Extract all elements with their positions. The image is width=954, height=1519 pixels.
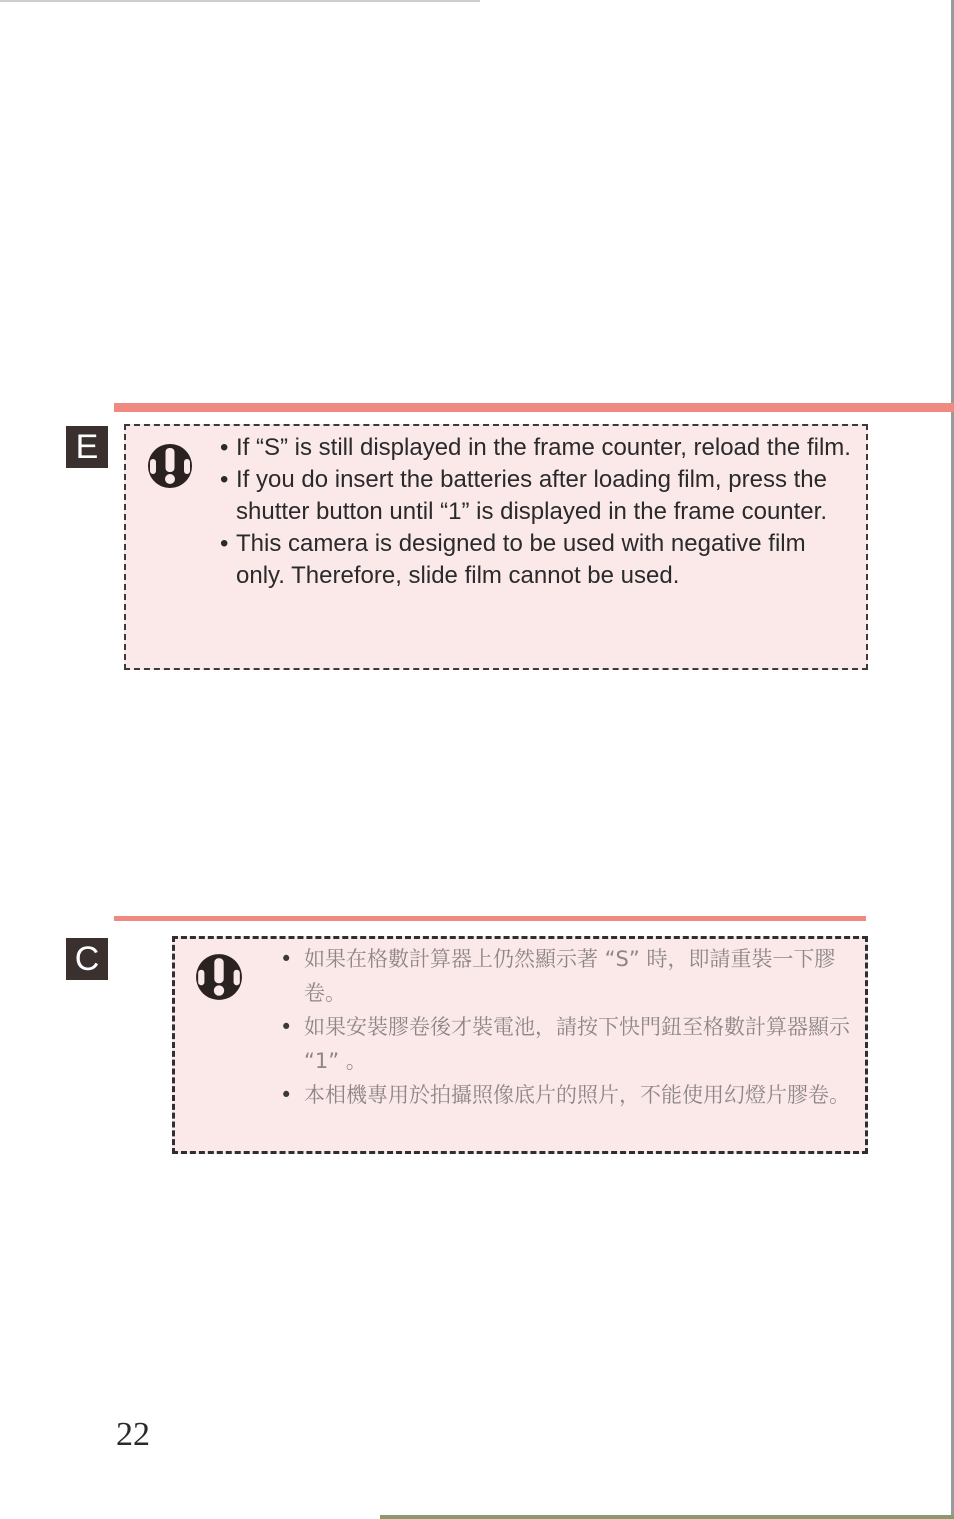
caution-text: 如果安裝膠卷後才裝電池，請按下快門鈕至格數計算器顯示 “1” 。 (304, 1015, 850, 1073)
page-number: 22 (116, 1416, 150, 1453)
caution-text: 本相機專用於拍攝照像底片的照片，不能使用幻燈片膠卷。 (304, 1083, 850, 1107)
list-item: • This camera is designed to be used with negative film only. Therefore, slide film cannot be used. (220, 530, 806, 589)
list-item: • If you do insert the batteries after loading film, press the shutter button until “1” is displayed in the frame counter. (220, 466, 827, 525)
caution-list-chinese (280, 942, 856, 1112)
caution-text: This camera is designed to be used with negative film only. Therefore, slide film cannot be used. (236, 530, 806, 589)
list-item: • 如果在格數計算器上仍然顯示著 “S” 時，即請重裝一下膠卷。 (280, 947, 836, 1005)
list-item: • 本相機專用於拍攝照像底片的照片，不能使用幻燈片膠卷。 (280, 1083, 850, 1107)
section-rule-chinese (114, 916, 866, 921)
caution-exclamation-icon (146, 442, 194, 490)
list-item: • If “S” is still displayed in the frame counter, reload the film. (220, 434, 851, 461)
language-tag-english: E (66, 426, 108, 468)
caution-list-english (220, 432, 860, 592)
page-edge-bottom (380, 1515, 954, 1519)
list-item: • 如果安裝膠卷後才裝電池，請按下快門鈕至格數計算器顯示 “1” 。 (280, 1015, 850, 1073)
language-tag-chinese: C (66, 938, 108, 980)
caution-text: If you do insert the batteries after loading film, press the shutter button until “1” is displayed in the frame counter. (236, 466, 827, 525)
caution-text: 如果在格數計算器上仍然顯示著 “S” 時，即請重裝一下膠卷。 (304, 947, 836, 1005)
section-rule-english (114, 403, 954, 412)
caution-text: If “S” is still displayed in the frame counter, reload the film. (236, 434, 851, 461)
page-edge-top (0, 0, 480, 2)
caution-exclamation-icon (194, 952, 244, 1002)
